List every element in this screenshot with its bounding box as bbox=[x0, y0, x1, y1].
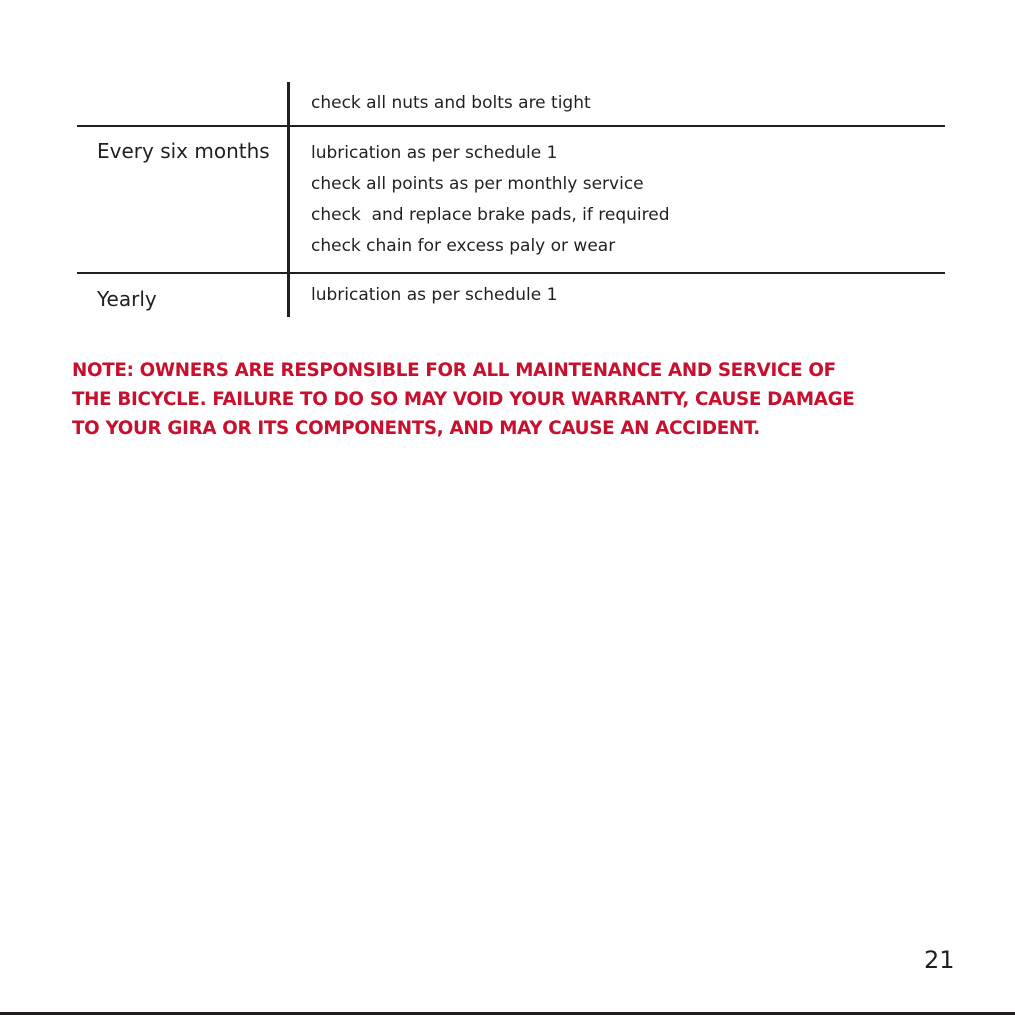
task-item: check all points as per monthly service bbox=[311, 174, 644, 194]
note-line: NOTE: OWNERS ARE RESPONSIBLE FOR ALL MAINTENANCE AND SERVICE OF bbox=[72, 360, 836, 381]
task-item: lubrication as per schedule 1 bbox=[311, 143, 558, 163]
period-label: Yearly bbox=[97, 287, 157, 311]
period-label: Every six months bbox=[97, 139, 270, 163]
column-divider bbox=[287, 82, 290, 317]
note-line: TO YOUR GIRA OR ITS COMPONENTS, AND MAY CAUSE AN ACCIDENT. bbox=[72, 418, 760, 439]
maintenance-schedule-table bbox=[0, 0, 1015, 330]
task-item: lubrication as per schedule 1 bbox=[311, 285, 558, 305]
task-item: check chain for excess paly or wear bbox=[311, 236, 616, 256]
note-line: THE BICYCLE. FAILURE TO DO SO MAY VOID YOUR WARRANTY, CAUSE DAMAGE bbox=[72, 389, 855, 410]
task-item: check all nuts and bolts are tight bbox=[311, 93, 591, 113]
warranty-note bbox=[72, 356, 972, 443]
row-divider bbox=[77, 125, 945, 127]
task-item: check and replace brake pads, if required bbox=[311, 205, 670, 225]
row-divider bbox=[77, 272, 945, 274]
page-number: 21 bbox=[924, 946, 955, 974]
